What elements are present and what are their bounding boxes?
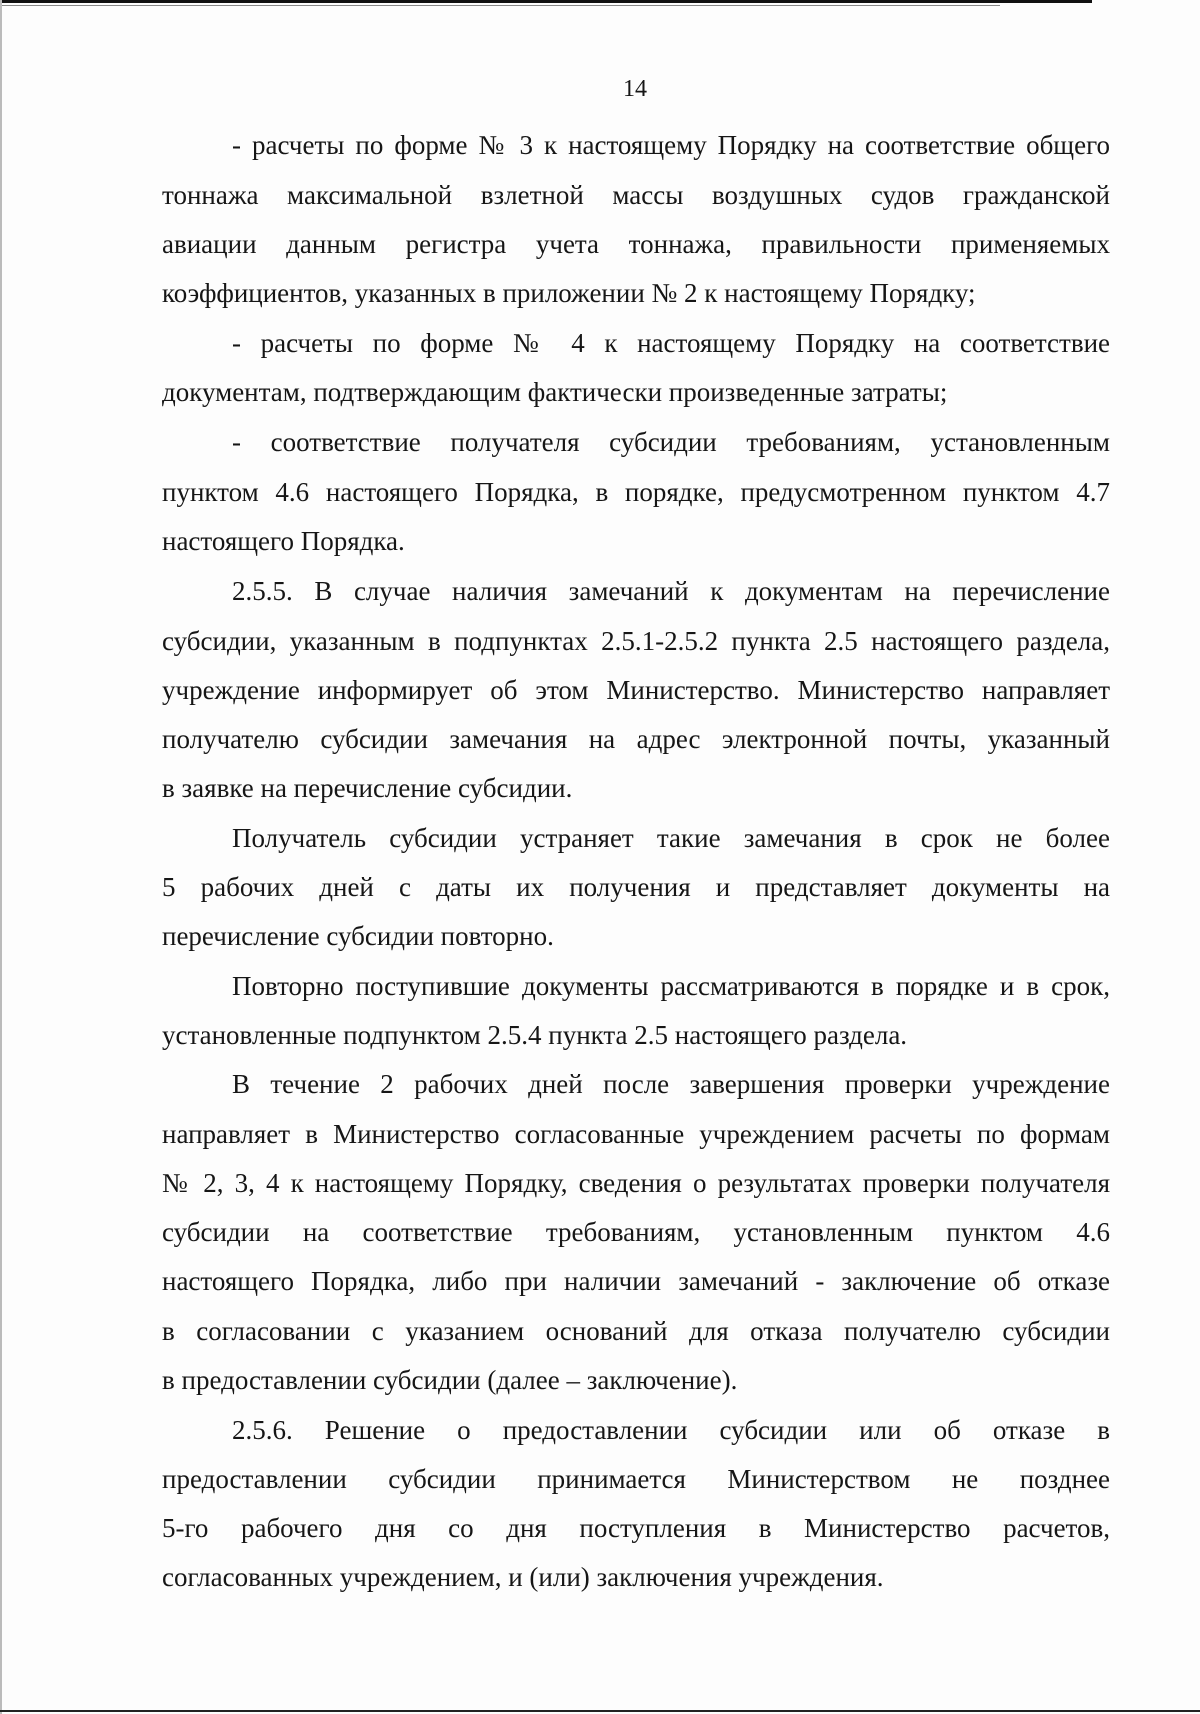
page-number: 14 (623, 76, 647, 102)
text-line: согласованных учреждением, и (или) заключения учреждения. (162, 1562, 884, 1592)
scan-top-border-secondary (0, 5, 1000, 6)
text-line: в заявке на перечисление субсидии. (162, 773, 573, 803)
text-line: - расчеты по форме № 3 к настоящему Порядку на соответствие общего (232, 130, 1110, 160)
text-line: в согласовании с указанием оснований для отказа получателю субсидии (162, 1316, 1110, 1346)
text-line: субсидии на соответствие требованиям, установленным пунктом 4.6 (162, 1217, 1110, 1247)
text-line: в предоставлении субсидии (далее – заключение). (162, 1365, 738, 1395)
scan-top-border (0, 0, 1092, 3)
text-line: 2.5.5. В случае наличия замечаний к документам на перечисление (232, 576, 1110, 606)
text-line: - соответствие получателя субсидии требованиям, установленным (232, 427, 1110, 457)
text-line: 5-го рабочего дня со дня поступления в Министерство расчетов, (162, 1513, 1110, 1543)
text-line: пунктом 4.6 настоящего Порядка, в порядке, предусмотренном пунктом 4.7 (162, 477, 1110, 507)
text-line: Получатель субсидии устраняет такие замечания в срок не более (232, 823, 1110, 853)
text-line: № 2, 3, 4 к настоящему Порядку, сведения о результатах проверки получателя (162, 1168, 1110, 1198)
text-line: документам, подтверждающим фактически произведенные затраты; (162, 377, 948, 407)
text-line: В течение 2 рабочих дней после завершения проверки учреждение (232, 1069, 1110, 1099)
text-line: получателю субсидии замечания на адрес электронной почты, указанный (162, 724, 1110, 754)
text-line: настоящего Порядка, либо при наличии замечаний - заключение об отказе (162, 1266, 1110, 1296)
scan-left-edge (0, 0, 2, 1714)
text-line: субсидии, указанным в подпунктах 2.5.1-2.5.2 пункта 2.5 настоящего раздела, (162, 626, 1110, 656)
text-line: установленные подпунктом 2.5.4 пункта 2.5 настоящего раздела. (162, 1020, 908, 1050)
text-line: авиации данным регистра учета тоннажа, правильности применяемых (162, 229, 1110, 259)
text-line: - расчеты по форме № 4 к настоящему Порядку на соответствие (232, 328, 1110, 358)
text-line: учреждение информирует об этом Министерство. Министерство направляет (162, 675, 1110, 705)
text-line: настоящего Порядка. (162, 526, 405, 556)
text-line: предоставлении субсидии принимается Министерством не позднее (162, 1464, 1110, 1494)
text-line: направляет в Министерство согласованные учреждением расчеты по формам (162, 1119, 1110, 1149)
text-line: перечисление субсидии повторно. (162, 921, 554, 951)
text-line: 2.5.6. Решение о предоставлении субсидии или об отказе в (232, 1415, 1110, 1445)
text-line: 5 рабочих дней с даты их получения и представляет документы на (162, 872, 1110, 902)
scan-bottom-border (0, 1710, 1200, 1712)
text-line: Повторно поступившие документы рассматриваются в порядке и в срок, (232, 971, 1110, 1001)
text-line: коэффициентов, указанных в приложении № 2 к настоящему Порядку; (162, 278, 976, 308)
text-line: тоннажа максимальной взлетной массы воздушных судов гражданской (162, 180, 1110, 210)
